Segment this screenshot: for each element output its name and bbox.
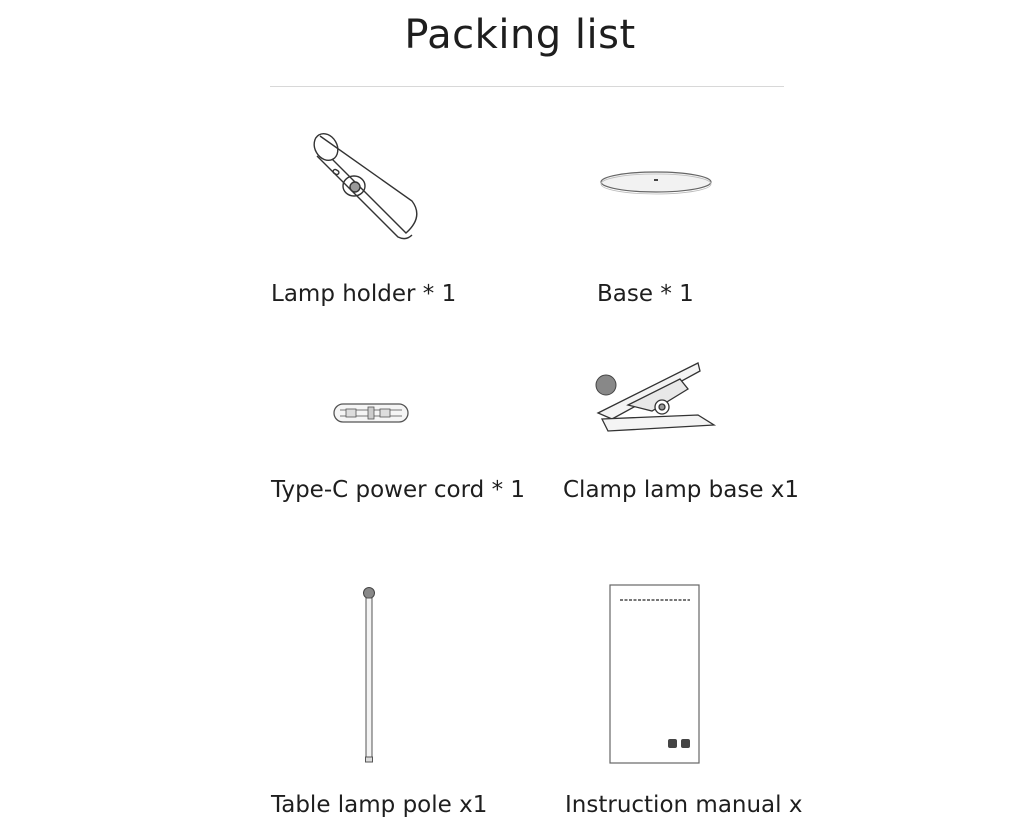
power-cord-icon xyxy=(332,398,412,428)
manual-icon xyxy=(608,583,702,767)
lamp-holder-icon xyxy=(300,125,430,245)
manual-label: Instruction manual x xyxy=(565,792,803,818)
clamp-base-label: Clamp lamp base x1 xyxy=(563,477,800,503)
page-title: Packing list xyxy=(404,12,636,58)
power-cord-label: Type-C power cord * 1 xyxy=(271,477,526,503)
lamp-pole-label: Table lamp pole x1 xyxy=(271,792,488,818)
base-label: Base * 1 xyxy=(597,281,694,307)
clamp-icon xyxy=(588,355,723,440)
title-divider xyxy=(270,86,784,87)
lamp-holder-label: Lamp holder * 1 xyxy=(271,281,457,307)
base-disc-icon xyxy=(598,168,718,198)
lamp-pole-icon xyxy=(358,585,380,765)
